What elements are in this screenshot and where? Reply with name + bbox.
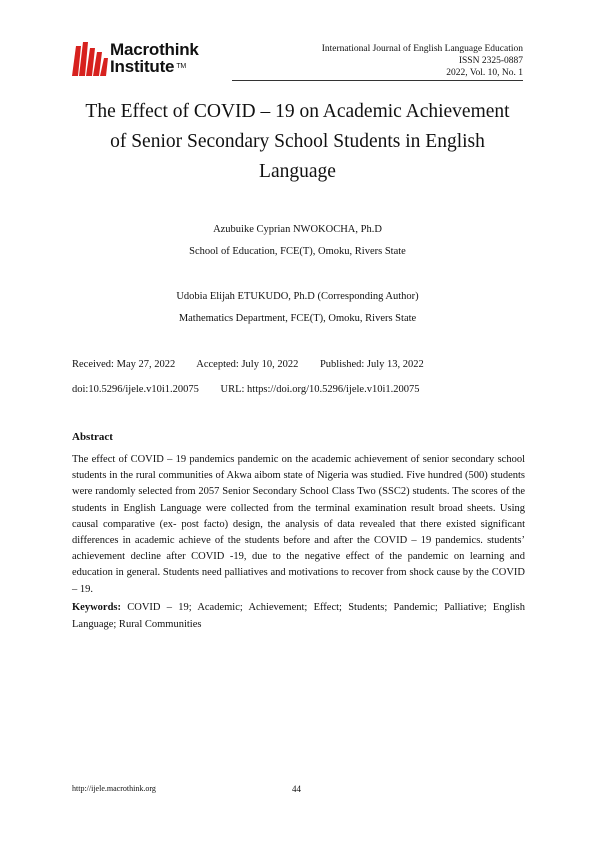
doi: doi:10.5296/ijele.v10i1.20075 bbox=[72, 384, 199, 395]
paper-title bbox=[60, 97, 535, 187]
macrothink-logo-icon bbox=[72, 42, 108, 76]
title-line-1: The Effect of COVID – 19 on Academic Achievement bbox=[85, 101, 510, 122]
journal-info bbox=[322, 43, 523, 79]
author-name: Udobia Elijah ETUKUDO, Ph.D (Corresponding Author) bbox=[176, 291, 419, 302]
journal-name: International Journal of English Language Education bbox=[321, 44, 523, 54]
publisher-logo bbox=[72, 40, 232, 80]
header-divider bbox=[232, 80, 523, 81]
doi-line bbox=[72, 384, 523, 395]
abstract-heading: Abstract bbox=[72, 431, 113, 443]
keywords-label: Keywords: bbox=[72, 602, 121, 613]
publication-dates bbox=[72, 359, 523, 370]
author-1 bbox=[72, 219, 523, 263]
keywords bbox=[72, 600, 525, 633]
journal-volume: 2022, Vol. 10, No. 1 bbox=[446, 68, 523, 78]
keywords-list: COVID – 19; Academic; Achievement; Effect; Students; Pandemic; Palliative; English Language; Rural Communities bbox=[72, 602, 525, 630]
doi-url-link[interactable]: URL: https://doi.org/10.5296/ijele.v10i1.20075 bbox=[220, 384, 420, 395]
published-date: Published: July 13, 2022 bbox=[319, 359, 424, 370]
author-affiliation: School of Education, FCE(T), Omoku, Rivers State bbox=[189, 246, 406, 257]
logo-text-line2: Institute ™ bbox=[110, 57, 187, 76]
abstract-text: The effect of COVID – 19 pandemics pandemic on the academic achievement of senior secondary school students in the rural communities of Akwa aibom state of Nigeria was studied. Five hundred (500) students were randomly selected from 2057 Senior Secondary School Class Two (SSC2) students. The scores of the students in English Language were collected from the terminal examination result broad sheets. Using causal comparative (ex- post facto) design, the analysis of data revealed that there existed significant differences in academic achieve of the students before and after the COVID – 19 pandemics. students’ achievement decline after COVID -19, due to the negative effect of the pandemic on learning and education in general. Students need palliatives and motivations to recover from shock cause by the COVID – 19. bbox=[72, 454, 525, 595]
received-date: Received: May 27, 2022 bbox=[72, 359, 176, 370]
logo-text-line1: Macrothink bbox=[110, 40, 199, 59]
author-2 bbox=[72, 286, 523, 330]
title-line-3: Language bbox=[259, 161, 336, 182]
accepted-date: Accepted: July 10, 2022 bbox=[196, 359, 299, 370]
author-name: Azubuike Cyprian NWOKOCHA, Ph.D bbox=[213, 224, 382, 235]
page-number: 44 bbox=[292, 784, 301, 794]
journal-issn: ISSN 2325-0887 bbox=[458, 56, 523, 66]
trademark-mark: TM bbox=[176, 63, 187, 70]
author-affiliation: Mathematics Department, FCE(T), Omoku, Rivers State bbox=[178, 313, 417, 324]
title-line-2: of Senior Secondary School Students in English bbox=[110, 131, 485, 152]
footer-url-link[interactable]: http://ijele.macrothink.org bbox=[72, 784, 156, 793]
